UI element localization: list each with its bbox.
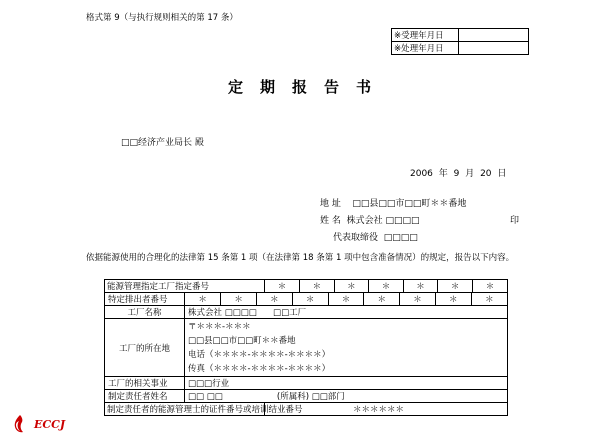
responsible-person-label: 制定责任者姓名	[105, 390, 185, 403]
digit-cell[interactable]: ＊	[400, 293, 436, 305]
rep-label: 代表取缔役	[333, 233, 379, 243]
digit-cell[interactable]: ＊	[334, 280, 369, 292]
intro-text: 依据能源使用的合理化的法律第 15 条第 1 项（在法律第 18 条第 1 项中包含准备情况）的规定，报告以下内容。	[86, 253, 515, 263]
business-label: 工厂的相关事业	[105, 377, 185, 390]
responsible-person-value	[185, 390, 508, 403]
eccj-emblem-icon	[10, 414, 30, 434]
received-date-label: ※受理年月日	[392, 29, 459, 42]
address-label: 地 址	[320, 199, 341, 209]
received-date-field[interactable]	[459, 29, 529, 42]
address-value: □□县□□市□□町＊＊番地	[352, 199, 467, 209]
specified-emitter-no-label: 特定排出者番号	[105, 293, 185, 306]
submitter-name	[320, 217, 419, 226]
digit-cell[interactable]: ＊	[292, 293, 328, 305]
eccj-logo	[10, 414, 65, 434]
phone-number: 电话（＊＊＊＊-＊＊＊＊-＊＊＊＊）	[188, 349, 331, 360]
factory-address: □□县□□市□□町＊＊番地	[188, 335, 296, 346]
digit-cell[interactable]: ＊	[364, 293, 400, 305]
business-value: □□□行业	[185, 377, 508, 390]
form-label: 格式第 9（与执行规则相关的第 17 条）	[86, 13, 238, 23]
addressee: □□经济产业局长 殿	[121, 138, 204, 148]
digit-cell[interactable]: ＊	[472, 280, 507, 292]
rep-value: □□□□	[383, 233, 418, 243]
factory-name-value	[185, 306, 508, 319]
postal-code: 〒＊＊＊-＊＊＊	[188, 321, 251, 332]
name-value: 株式会社 □□□□	[346, 216, 420, 226]
digit-cell[interactable]: ＊	[257, 293, 293, 305]
factory-subname: □□工厂	[273, 308, 307, 318]
digit-cell[interactable]: ＊	[198, 295, 207, 305]
designated-factory-no-label: 能源管理指定工厂指定番号	[105, 280, 265, 293]
receipt-box	[391, 28, 529, 55]
document-title: 定期报告书	[227, 78, 388, 96]
digit-cell[interactable]: ＊	[221, 293, 257, 305]
digit-cell[interactable]: ＊	[471, 293, 507, 305]
seal-mark: 印	[510, 216, 520, 226]
report-table	[104, 279, 508, 416]
digit-cell[interactable]: ＊	[369, 280, 404, 292]
name-label: 姓 名	[320, 216, 341, 226]
digit-cell[interactable]: ＊	[277, 282, 287, 292]
digit-cell[interactable]: ＊	[328, 293, 364, 305]
report-date: 2006 年 9 月 20 日	[410, 169, 507, 179]
processed-date-field[interactable]	[459, 42, 529, 55]
submitter-address	[320, 200, 466, 209]
factory-location-value	[185, 319, 508, 377]
digit-cell[interactable]: ＊	[300, 280, 335, 292]
responsible-person-affiliation: (所属科) □□部门	[276, 392, 345, 402]
factory-name-label: 工厂名称	[105, 306, 185, 319]
digit-cell[interactable]: ＊	[403, 280, 438, 292]
processed-date-label: ※处理年月日	[392, 42, 459, 55]
certificate-label: 制定责任者的能源管理士的证件番号或培训结业番号	[105, 403, 265, 416]
fax-number: 传真（＊＊＊＊-＊＊＊＊-＊＊＊＊）	[188, 363, 331, 374]
eccj-logo-text: ECCJ	[34, 417, 66, 431]
representative	[333, 234, 418, 243]
responsible-person-name: □□ □□	[188, 392, 223, 402]
digit-cell[interactable]: ＊	[438, 280, 473, 292]
specified-emitter-no-cells	[185, 293, 508, 306]
factory-company: 株式会社 □□□□	[188, 308, 257, 318]
digit-cell[interactable]: ＊	[435, 293, 471, 305]
factory-location-label: 工厂的所在地	[105, 319, 185, 377]
certificate-value: ＊＊＊＊＊＊	[265, 403, 508, 416]
designated-factory-no-cells	[265, 280, 508, 293]
